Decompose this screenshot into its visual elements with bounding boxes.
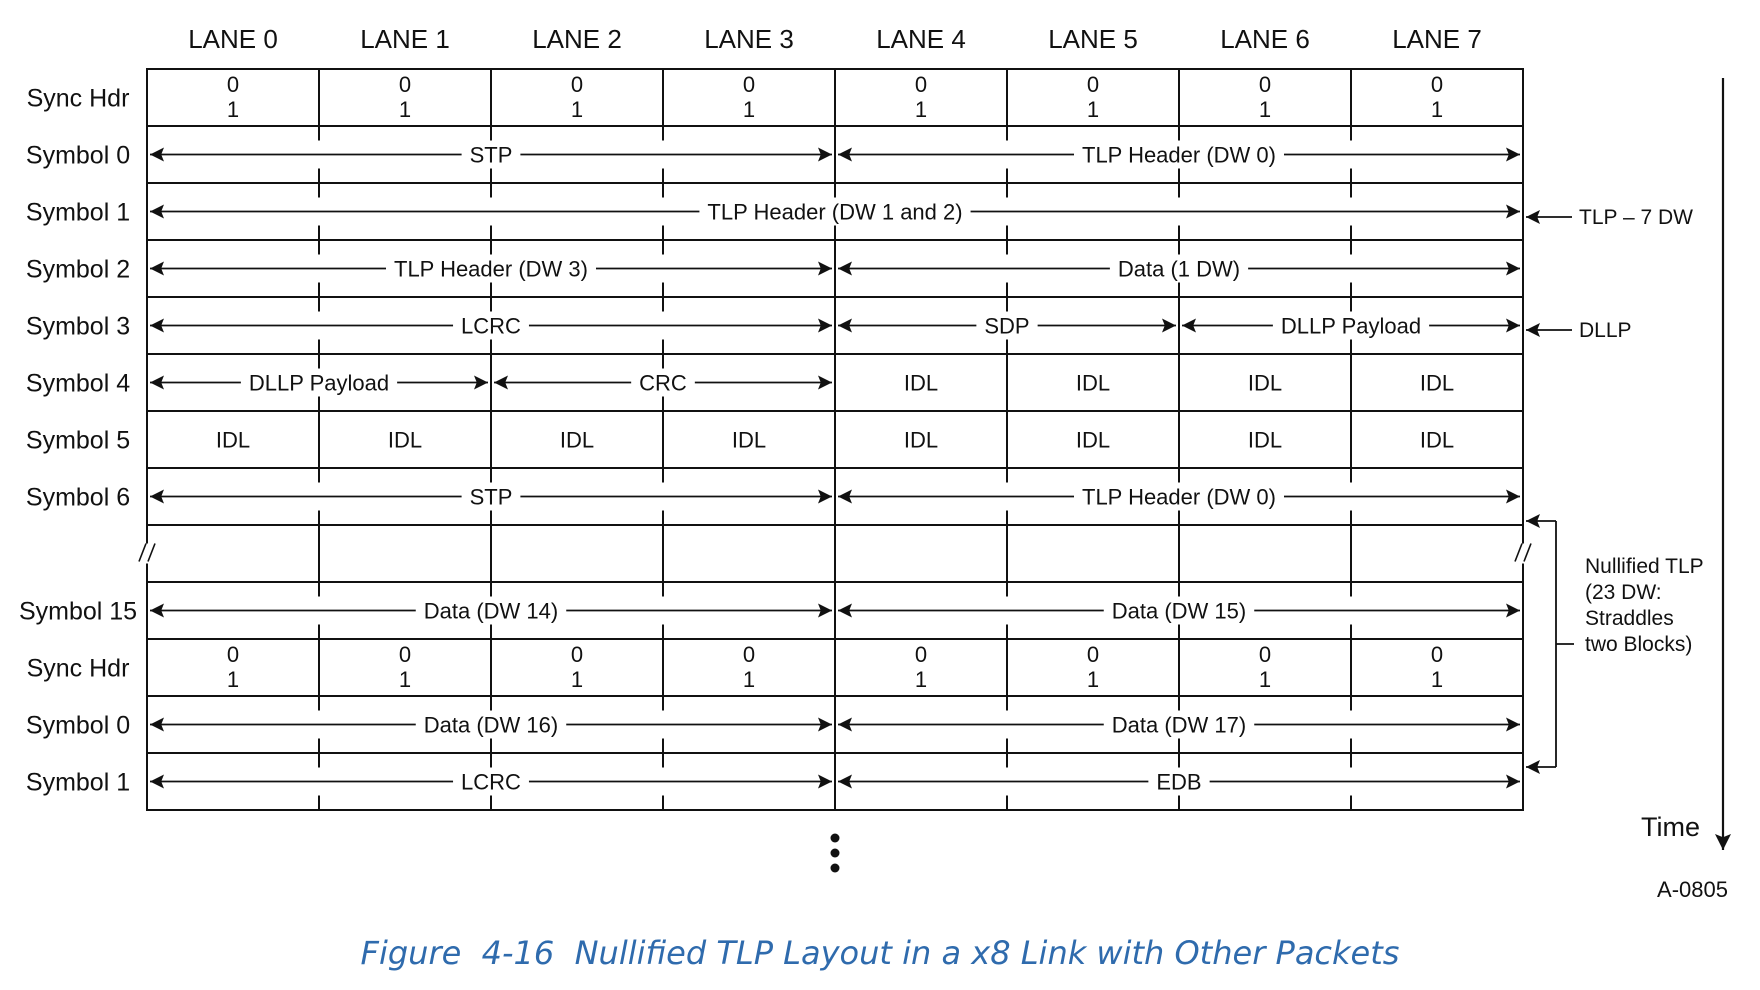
lane-header: LANE 2: [532, 24, 622, 54]
cell-label: IDL: [1247, 427, 1283, 453]
cell-label: IDL: [1075, 427, 1111, 453]
cell-label: IDL: [731, 427, 767, 453]
lane-headers: [188, 24, 1482, 54]
cell-label: DLLP Payload: [1280, 313, 1422, 339]
cell-label: DLLP Payload: [248, 370, 390, 396]
cell-label: CRC: [639, 370, 687, 396]
sync-bit: 0: [914, 642, 928, 667]
cell-label: Data (DW 14): [423, 598, 559, 624]
annotation-nullified-line: (23 DW:: [1585, 581, 1662, 604]
sync-bit: 1: [1258, 97, 1272, 122]
cell-label: LCRC: [461, 313, 521, 339]
lane-header: LANE 4: [876, 24, 966, 54]
cell-label: LCRC: [461, 769, 521, 795]
cell-label: Data (1 DW): [1117, 256, 1241, 282]
sync-bit: 1: [1086, 667, 1100, 692]
figure-caption: Figure 4-16 Nullified TLP Layout in a x8 Link with Other Packets: [360, 934, 1400, 972]
annotation-tlp-7dw: TLP – 7 DW: [1579, 206, 1693, 229]
sync-bit: 1: [1258, 667, 1272, 692]
sync-bit: 1: [226, 97, 240, 122]
sync-bit: 1: [570, 97, 584, 122]
cell-label: IDL: [1419, 370, 1455, 396]
sync-bit: 0: [1086, 72, 1100, 97]
sync-bit: 0: [1258, 72, 1272, 97]
sync-bit: 0: [570, 642, 584, 667]
row-label: Symbol 4: [25, 369, 131, 398]
row-label: Symbol 3: [25, 312, 131, 341]
sync-bit: 0: [914, 72, 928, 97]
row-label: Sync Hdr: [26, 84, 130, 113]
sync-bit: 1: [742, 667, 756, 692]
continuation-dot: [831, 834, 840, 843]
cell-label: IDL: [1247, 370, 1283, 396]
row-label: Symbol 6: [25, 483, 131, 512]
sync-bit: 0: [1430, 72, 1444, 97]
sync-bit: 0: [742, 72, 756, 97]
cell-label: IDL: [903, 427, 939, 453]
time-label: Time: [1641, 812, 1700, 842]
sync-bit: 1: [1430, 97, 1444, 122]
sync-bit: 1: [570, 667, 584, 692]
annotation-dllp: DLLP: [1579, 319, 1632, 342]
row-label: Symbol 2: [25, 255, 131, 284]
sync-bit: 1: [226, 667, 240, 692]
row-label: Symbol 1: [25, 198, 131, 227]
cell-label: TLP Header (DW 3): [394, 256, 588, 282]
sync-bit: 0: [570, 72, 584, 97]
row-label: Symbol 5: [25, 426, 131, 455]
cell-label: STP: [469, 142, 513, 168]
cell-label: Data (DW 15): [1111, 598, 1247, 624]
row-labels: [19, 85, 137, 797]
lane-header: LANE 5: [1048, 24, 1138, 54]
sync-bit: 1: [1086, 97, 1100, 122]
cell-label: TLP Header (DW 0): [1082, 484, 1276, 510]
annotation-nullified-line: Nullified TLP: [1585, 555, 1704, 578]
cell-label: Data (DW 16): [423, 712, 559, 738]
lane-header: LANE 7: [1392, 24, 1482, 54]
cell-label: Data (DW 17): [1111, 712, 1247, 738]
cell-label: IDL: [387, 427, 423, 453]
sync-bit: 1: [398, 97, 412, 122]
cell-label: TLP Header (DW 1 and 2): [707, 199, 963, 225]
lane-header: LANE 1: [360, 24, 450, 54]
figure-id: A-0805: [1657, 877, 1728, 902]
sync-bit: 0: [226, 642, 240, 667]
row-label: Symbol 0: [25, 141, 131, 170]
grid-lines: [139, 69, 1531, 810]
cell-label: IDL: [559, 427, 595, 453]
sync-bit: 0: [226, 72, 240, 97]
cell-label: TLP Header (DW 0): [1082, 142, 1276, 168]
sync-bit: 1: [914, 97, 928, 122]
row-label: Symbol 15: [18, 597, 138, 626]
cell-label: IDL: [1419, 427, 1455, 453]
lane-header: LANE 6: [1220, 24, 1310, 54]
sync-bit: 0: [742, 642, 756, 667]
annotation-nullified-line: two Blocks): [1585, 633, 1693, 656]
sync-bit: 0: [1086, 642, 1100, 667]
cell-label: IDL: [215, 427, 251, 453]
cell-label: STP: [469, 484, 513, 510]
annotation-nullified-line: Straddles: [1585, 607, 1674, 630]
cell-label: EDB: [1156, 769, 1202, 795]
sync-bit: 0: [398, 642, 412, 667]
sync-bit: 1: [1430, 667, 1444, 692]
row-label: Symbol 0: [25, 711, 131, 740]
sync-bit: 0: [1258, 642, 1272, 667]
cell-label: IDL: [1075, 370, 1111, 396]
cell-label: IDL: [903, 370, 939, 396]
cell-label: SDP: [984, 313, 1030, 339]
continuation-dot: [831, 864, 840, 873]
row-label: Sync Hdr: [26, 654, 130, 683]
sync-bit: 1: [914, 667, 928, 692]
sync-bit: 1: [398, 667, 412, 692]
continuation-dot: [831, 849, 840, 858]
row-label: Symbol 1: [25, 768, 131, 797]
sync-bit: 0: [1430, 642, 1444, 667]
lane-header: LANE 0: [188, 24, 278, 54]
sync-bit: 0: [398, 72, 412, 97]
lane-header: LANE 3: [704, 24, 794, 54]
sync-bit: 1: [742, 97, 756, 122]
